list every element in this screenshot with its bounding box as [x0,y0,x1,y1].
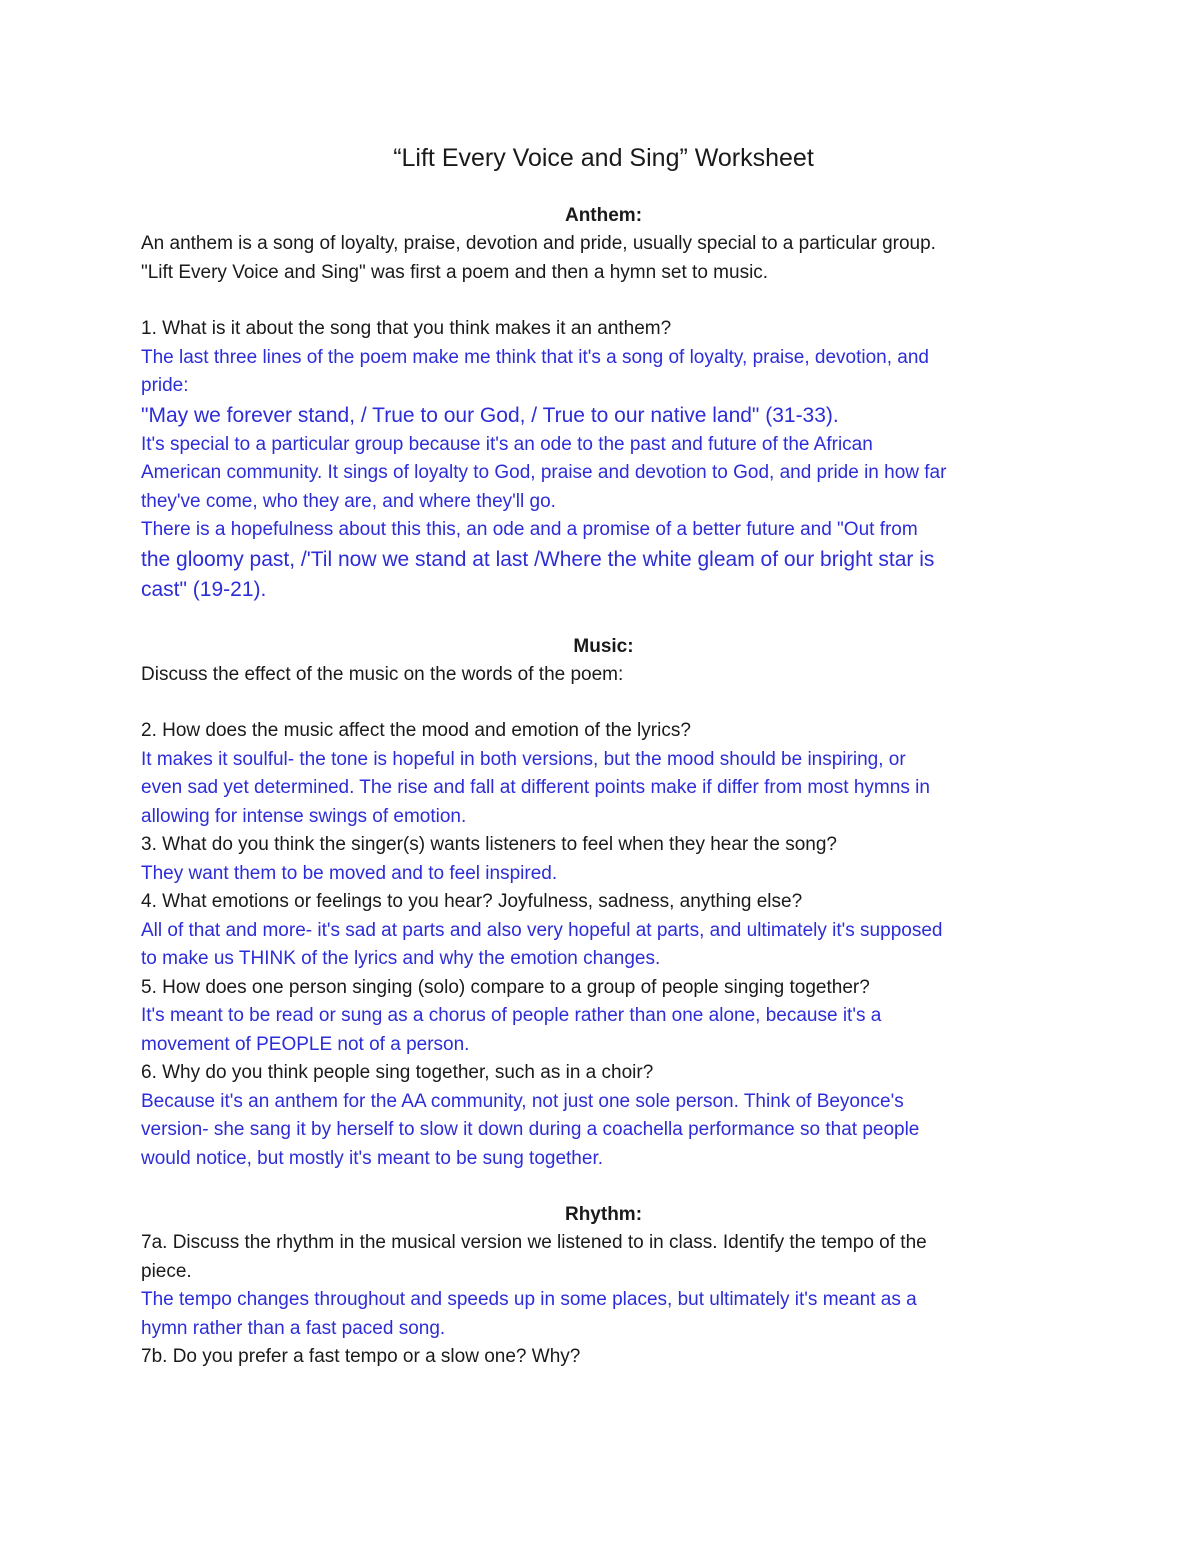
answer-2-line-1: It makes it soulful- the tone is hopeful in both versions, but the mood should be inspiring, or [141,748,906,770]
answer-4-line-1: All of that and more- it's sad at parts and also very hopeful at parts, and ultimately it's supposed [141,919,943,941]
answer-1-line-6: There is a hopefulness about this this, an ode and a promise of a better future and "Out from [141,519,918,540]
music-heading: Music: [573,635,634,657]
question-1: 1. What is it about the song that you think makes it an anthem? [141,318,672,339]
answer-1-line-1: The last three lines of the poem make me think that it's a song of loyalty, praise, devotion, and [141,346,929,368]
answer-2-line-2: even sad yet determined. The rise and fall at different points make if differ from most hymns in [141,777,930,798]
anthem-intro-line-2: "Lift Every Voice and Sing" was first a poem and then a hymn set to music. [141,261,769,283]
question-5: 5. How does one person singing (solo) compare to a group of people singing together? [141,976,870,998]
answer-1-line-2: pride: [141,375,189,396]
answer-2-line-3: allowing for intense swings of emotion. [141,805,467,827]
answer-1-line-3: It's special to a particular group because it's an ode to the past and future of the African [141,433,873,455]
question-6: 6. Why do you think people sing together, such as in a choir? [141,1062,654,1083]
page-title: “Lift Every Voice and Sing” Worksheet [393,144,814,172]
answer-5-line-1: It's meant to be read or sung as a chorus of people rather than one alone, because it's a [141,1005,882,1026]
answer-5-line-2: movement of PEOPLE not of a person. [141,1033,470,1055]
answer-1-line-5: they've come, who they are, and where they'll go. [141,490,556,512]
answer-6-line-1: Because it's an anthem for the AA community, not just one sole person. Think of Beyonce's [141,1090,904,1112]
rhythm-heading: Rhythm: [564,1204,643,1225]
question-3: 3. What do you think the singer(s) wants listeners to feel when they hear the song? [141,834,837,855]
answer-1-quote-2-line-1: the gloomy past, /'Til now we stand at last /Where the white gleam of our bright star is [141,547,935,571]
music-intro: Discuss the effect of the music on the words of the poem: [141,663,624,685]
answer-3: They want them to be moved and to feel inspired. [141,862,558,884]
anthem-heading: Anthem: [564,205,643,226]
spacer [141,605,1066,633]
answer-6-line-3: would notice, but mostly it's meant to be sung together. [141,1147,604,1169]
question-2: 2. How does the music affect the mood and emotion of the lyrics? [141,720,691,741]
answer-6-line-2: version- she sang it by herself to slow it down during a coachella performance so that people [141,1119,920,1140]
spacer [141,1173,1066,1201]
answer-4-line-2: to make us THINK of the lyrics and why the emotion changes. [141,948,661,969]
answer-1-quote-2-line-2: cast" (19-21). [141,577,267,601]
answer-1-line-4: American community. It sings of loyalty to God, praise and devotion to God, and pride in how far [141,462,947,483]
answer-1-quote-1: "May we forever stand, / True to our God, / True to our native land" (31-33). [141,403,839,427]
spacer [141,287,1066,315]
answer-7a-line-2: hymn rather than a fast paced song. [141,1317,446,1339]
question-7a-line-2: piece. [141,1260,192,1282]
answer-7a-line-1: The tempo changes throughout and speeds up in some places, but ultimately it's meant as a [141,1289,917,1310]
question-4: 4. What emotions or feelings to you hear? Joyfulness, sadness, anything else? [141,891,803,912]
question-7a-line-1: 7a. Discuss the rhythm in the musical version we listened to in class. Identify the tempo of the [141,1232,927,1253]
worksheet-page [141,140,1066,1372]
question-7b: 7b. Do you prefer a fast tempo or a slow one? Why? [141,1346,581,1367]
spacer [141,689,1066,717]
anthem-intro-line-1: An anthem is a song of loyalty, praise, devotion and pride, usually special to a particular group. [141,233,936,254]
